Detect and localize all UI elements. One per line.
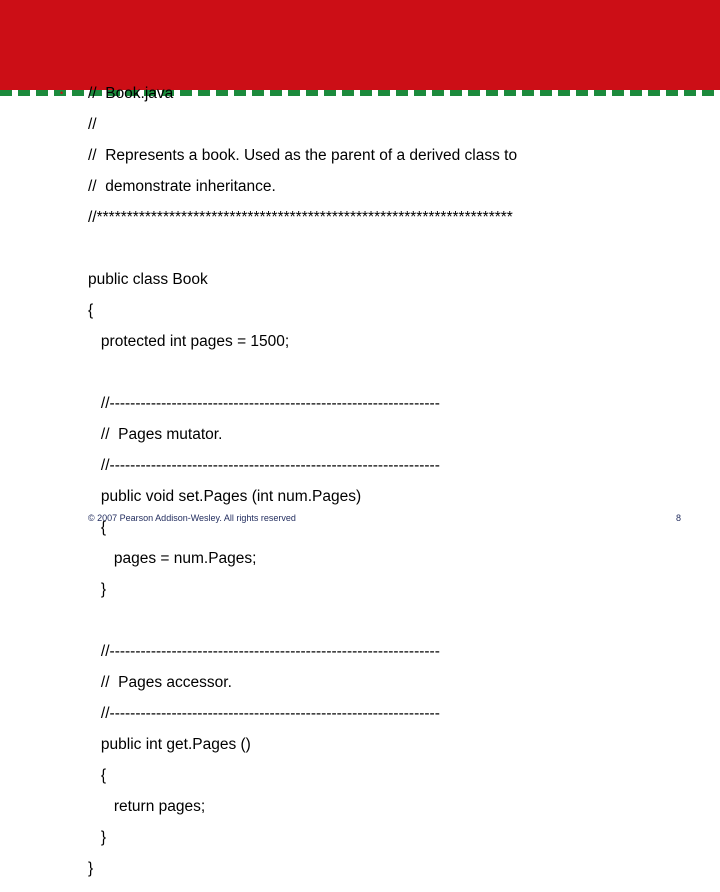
code-line: return pages; xyxy=(88,798,206,815)
page-number: 8 xyxy=(676,513,682,523)
code-line: } xyxy=(88,860,94,877)
code-line: //---------------------------------------------------------------- xyxy=(88,457,440,474)
code-line: // demonstrate inheritance. xyxy=(88,178,276,195)
code-line: // Represents a book. Used as the parent of a derived class to xyxy=(88,147,518,164)
code-line: { xyxy=(88,767,107,784)
code-line: { xyxy=(88,519,107,536)
code-line: // Pages mutator. xyxy=(88,426,223,443)
copyright-notice: © 2007 Pearson Addison-Wesley. All rights reserved xyxy=(88,513,296,523)
code-line: protected int pages = 1500; xyxy=(88,333,290,350)
code-line: { xyxy=(88,302,94,319)
code-line: //********************************************************************* xyxy=(88,209,513,226)
code-line: } xyxy=(88,829,107,846)
code-line: //---------------------------------------------------------------- xyxy=(88,395,440,412)
bullet-icon: • xyxy=(60,88,64,98)
code-line: public class Book xyxy=(88,271,208,288)
code-line: // Book.java xyxy=(88,85,174,102)
code-line xyxy=(88,613,517,629)
code-line: public void set.Pages (int num.Pages) xyxy=(88,488,362,505)
code-line: // xyxy=(88,116,97,133)
title-band xyxy=(0,0,720,90)
code-line: } xyxy=(88,581,107,598)
code-line xyxy=(88,241,517,257)
code-line: pages = num.Pages; xyxy=(88,550,257,567)
code-line: //---------------------------------------------------------------- xyxy=(88,643,440,660)
code-line xyxy=(88,365,517,381)
code-listing xyxy=(88,86,517,892)
code-line: // Pages accessor. xyxy=(88,674,232,691)
code-line: public int get.Pages () xyxy=(88,736,251,753)
code-line: //---------------------------------------------------------------- xyxy=(88,705,440,722)
